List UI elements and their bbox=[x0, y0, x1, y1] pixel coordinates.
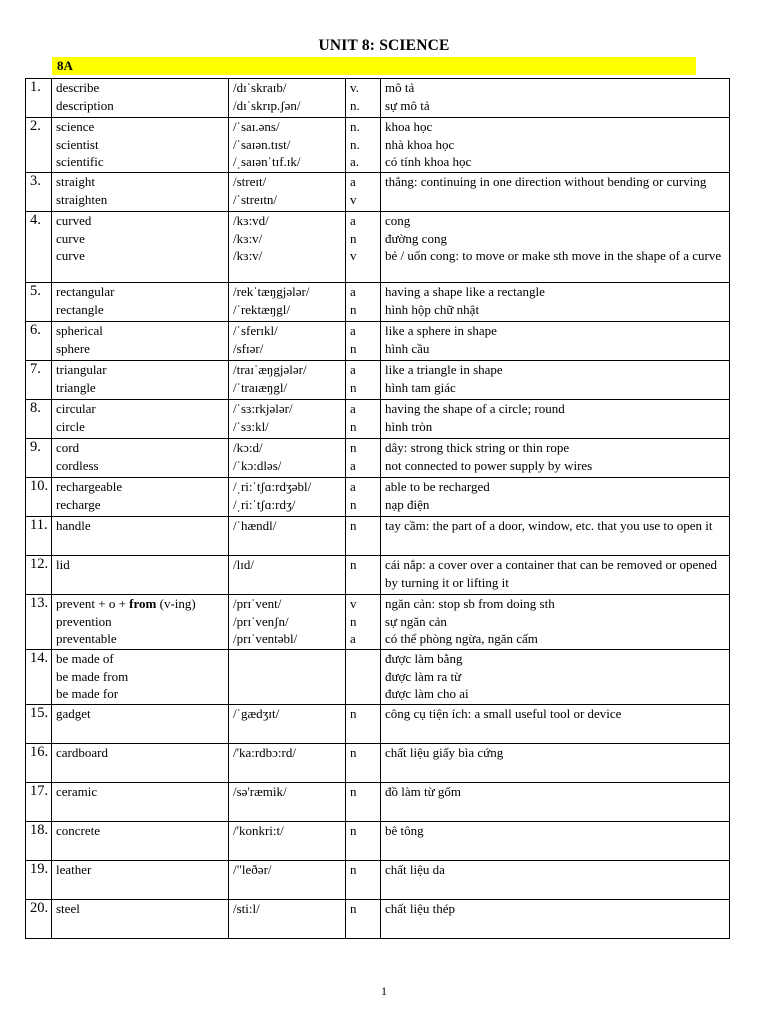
ipa: /sfɪər/ bbox=[233, 340, 264, 356]
ipa-cell bbox=[229, 556, 346, 595]
row-number-text: 17. bbox=[30, 783, 49, 799]
meaning: sự mô tả bbox=[385, 97, 430, 113]
part-of-speech: a bbox=[350, 457, 356, 473]
ipa-cell bbox=[229, 822, 346, 861]
pos-cell bbox=[346, 900, 381, 939]
word: be made from bbox=[56, 668, 129, 684]
word: cordless bbox=[56, 457, 99, 473]
word-cell bbox=[52, 650, 229, 705]
meaning: like a sphere in shape bbox=[385, 323, 497, 338]
row-number-text: 10. bbox=[30, 478, 49, 494]
table-row bbox=[26, 744, 730, 783]
word: straighten bbox=[56, 191, 108, 207]
ipa: /ˈkɔ:dləs/ bbox=[233, 457, 282, 473]
word: steel bbox=[56, 901, 80, 916]
meaning: chất liệu giấy bìa cứng bbox=[385, 745, 504, 760]
meaning: tay cầm: the part of a door, window, etc. that you use to open it bbox=[385, 518, 713, 533]
word-cell bbox=[52, 118, 229, 173]
meaning-cell bbox=[381, 361, 730, 400]
ipa: /ˈgædʒɪt/ bbox=[233, 706, 280, 721]
table-row bbox=[26, 212, 730, 283]
word-cell bbox=[52, 705, 229, 744]
part-of-speech: n bbox=[350, 496, 357, 512]
meaning: chất liệu da bbox=[385, 862, 445, 877]
word: gadget bbox=[56, 706, 91, 721]
ipa: /kɔ:d/ bbox=[233, 440, 263, 455]
meaning: đường cong bbox=[385, 230, 447, 246]
meaning-cell bbox=[381, 900, 730, 939]
ipa-cell bbox=[229, 478, 346, 517]
vocabulary-table bbox=[25, 78, 730, 939]
row-number-text: 1. bbox=[30, 79, 41, 95]
ipa: /kɜ:v/ bbox=[233, 230, 263, 246]
row-number bbox=[26, 650, 52, 705]
ipa: /ˌri:ˈtʃɑ:rdʒəbl/ bbox=[233, 479, 312, 494]
word: describe bbox=[56, 80, 100, 95]
word: leather bbox=[56, 862, 92, 877]
meaning: có tính khoa học bbox=[385, 154, 472, 169]
part-of-speech: a bbox=[350, 323, 356, 338]
row-number-text: 9. bbox=[30, 439, 41, 455]
word-cell bbox=[52, 556, 229, 595]
word: straight bbox=[56, 174, 95, 189]
word: triangular bbox=[56, 362, 107, 377]
meaning-cell bbox=[381, 173, 730, 212]
row-number bbox=[26, 79, 52, 118]
pos-cell bbox=[346, 705, 381, 744]
word: rectangular bbox=[56, 284, 115, 299]
ipa: /ˈrektæŋgl/ bbox=[233, 301, 290, 317]
meaning: bẻ / uốn cong: to move or make sth move in the shape of a curve bbox=[385, 248, 722, 263]
meaning-cell bbox=[381, 783, 730, 822]
word-cell bbox=[52, 783, 229, 822]
row-number-text: 15. bbox=[30, 705, 49, 721]
meaning: được làm ra từ bbox=[385, 668, 462, 684]
word-cell bbox=[52, 478, 229, 517]
part-of-speech: n bbox=[350, 745, 357, 760]
part-of-speech: v bbox=[350, 191, 357, 207]
part-of-speech: n bbox=[350, 901, 357, 916]
word-cell bbox=[52, 595, 229, 650]
ipa-cell bbox=[229, 595, 346, 650]
part-of-speech: n bbox=[350, 301, 357, 317]
table-row bbox=[26, 705, 730, 744]
ipa: /'konkri:t/ bbox=[233, 823, 284, 838]
row-number bbox=[26, 283, 52, 322]
ipa-cell bbox=[229, 900, 346, 939]
word: cord bbox=[56, 440, 80, 455]
ipa: /streɪt/ bbox=[233, 174, 267, 189]
ipa-cell bbox=[229, 212, 346, 283]
ipa: /ˈsɜ:kl/ bbox=[233, 418, 269, 434]
word-cell bbox=[52, 439, 229, 478]
word: circle bbox=[56, 418, 85, 434]
ipa-cell bbox=[229, 744, 346, 783]
meaning: cái nắp: a cover over a container that can be removed or opened by turning it or lifting it bbox=[385, 557, 718, 590]
meaning: hình cầu bbox=[385, 340, 430, 356]
word-part: prevent + o + bbox=[56, 596, 130, 611]
table-row bbox=[26, 861, 730, 900]
part-of-speech: a bbox=[350, 174, 356, 189]
table-row bbox=[26, 650, 730, 705]
ipa: /kɜ:v/ bbox=[233, 248, 263, 263]
pos-cell bbox=[346, 556, 381, 595]
ipa: /kɜ:vd/ bbox=[233, 213, 269, 228]
vocabulary-table-body bbox=[26, 79, 730, 939]
pos-cell bbox=[346, 322, 381, 361]
ipa: /ˈsferɪkl/ bbox=[233, 323, 278, 338]
word: be made for bbox=[56, 686, 119, 701]
ipa: /sə'ræmik/ bbox=[233, 784, 287, 799]
word: circular bbox=[56, 401, 96, 416]
word-cell bbox=[52, 400, 229, 439]
meaning-cell bbox=[381, 822, 730, 861]
meaning: able to be recharged bbox=[385, 479, 490, 494]
ipa: /rekˈtæŋgjələr/ bbox=[233, 284, 310, 299]
part-of-speech: n bbox=[350, 379, 357, 395]
table-row bbox=[26, 79, 730, 118]
meaning: cong bbox=[385, 213, 411, 228]
word-part: (v-ing) bbox=[156, 596, 196, 611]
row-number-text: 3. bbox=[30, 173, 41, 189]
ipa-cell bbox=[229, 118, 346, 173]
part-of-speech: n bbox=[350, 862, 357, 877]
row-number bbox=[26, 822, 52, 861]
table-row bbox=[26, 283, 730, 322]
row-number bbox=[26, 705, 52, 744]
meaning-cell bbox=[381, 478, 730, 517]
row-number-text: 4. bbox=[30, 212, 41, 228]
pos-cell bbox=[346, 283, 381, 322]
meaning-cell bbox=[381, 322, 730, 361]
part-of-speech: n bbox=[350, 518, 357, 533]
row-number bbox=[26, 212, 52, 283]
row-number-text: 7. bbox=[30, 361, 41, 377]
word: handle bbox=[56, 518, 91, 533]
part-of-speech: a bbox=[350, 631, 356, 646]
ipa-cell bbox=[229, 400, 346, 439]
part-of-speech: n. bbox=[350, 97, 360, 113]
meaning: bê tông bbox=[385, 823, 424, 838]
ipa: /traɪˈæŋgjələr/ bbox=[233, 362, 307, 377]
row-number-text: 11. bbox=[30, 517, 48, 533]
table-row bbox=[26, 783, 730, 822]
ipa-cell bbox=[229, 283, 346, 322]
row-number bbox=[26, 322, 52, 361]
meaning-cell bbox=[381, 595, 730, 650]
table-row bbox=[26, 173, 730, 212]
ipa: /ˈsɜ:rkjələr/ bbox=[233, 401, 293, 416]
meaning: not connected to power supply by wires bbox=[385, 457, 593, 473]
row-number bbox=[26, 439, 52, 478]
ipa: /prɪˈvent/ bbox=[233, 596, 282, 611]
meaning: like a triangle in shape bbox=[385, 362, 503, 377]
row-number-text: 2. bbox=[30, 118, 41, 134]
part-of-speech: a. bbox=[350, 154, 360, 169]
row-number bbox=[26, 118, 52, 173]
part-of-speech: n bbox=[350, 706, 357, 721]
word: rectangle bbox=[56, 301, 104, 317]
part-of-speech: n bbox=[350, 823, 357, 838]
row-number bbox=[26, 900, 52, 939]
row-number-text: 12. bbox=[30, 556, 49, 572]
pos-cell bbox=[346, 517, 381, 556]
pos-cell bbox=[346, 478, 381, 517]
meaning: đồ làm từ gốm bbox=[385, 784, 462, 799]
word-cell bbox=[52, 361, 229, 400]
row-number bbox=[26, 173, 52, 212]
word-cell bbox=[52, 900, 229, 939]
pos-cell bbox=[346, 595, 381, 650]
row-number-text: 20. bbox=[30, 900, 49, 916]
meaning: khoa học bbox=[385, 119, 433, 134]
row-number bbox=[26, 783, 52, 822]
row-number-text: 16. bbox=[30, 744, 49, 760]
meaning: having a shape like a rectangle bbox=[385, 284, 545, 299]
row-number-text: 14. bbox=[30, 650, 49, 666]
part-of-speech: n bbox=[350, 440, 357, 455]
part-of-speech: n bbox=[350, 784, 357, 799]
word: sphere bbox=[56, 340, 90, 356]
ipa: /ˌsaɪənˈtɪf.ɪk/ bbox=[233, 154, 301, 169]
row-number-text: 19. bbox=[30, 861, 49, 877]
part-of-speech: n bbox=[350, 418, 357, 434]
ipa: /"leðər/ bbox=[233, 862, 272, 877]
meaning: được làm bằng bbox=[385, 651, 463, 666]
row-number-text: 18. bbox=[30, 822, 49, 838]
page-title: UNIT 8: SCIENCE bbox=[318, 37, 450, 54]
table-row bbox=[26, 361, 730, 400]
meaning-cell bbox=[381, 400, 730, 439]
pos-cell bbox=[346, 173, 381, 212]
word-cell bbox=[52, 173, 229, 212]
pos-cell bbox=[346, 118, 381, 173]
word: be made of bbox=[56, 651, 114, 666]
word: spherical bbox=[56, 323, 103, 338]
ipa-cell bbox=[229, 173, 346, 212]
table-row bbox=[26, 595, 730, 650]
row-number bbox=[26, 595, 52, 650]
pos-cell bbox=[346, 822, 381, 861]
pos-cell bbox=[346, 650, 381, 705]
meaning-cell bbox=[381, 861, 730, 900]
table-row bbox=[26, 900, 730, 939]
meaning: dây: strong thick string or thin rope bbox=[385, 440, 570, 455]
ipa-cell bbox=[229, 517, 346, 556]
ipa-cell bbox=[229, 322, 346, 361]
row-number bbox=[26, 517, 52, 556]
pos-cell bbox=[346, 361, 381, 400]
word: triangle bbox=[56, 379, 96, 395]
ipa: /prɪˈvenʃn/ bbox=[233, 613, 289, 629]
word-cell bbox=[52, 322, 229, 361]
word: lid bbox=[56, 557, 70, 572]
meaning: công cụ tiện ích: a small useful tool or device bbox=[385, 706, 622, 721]
ipa: /ˈtraɪæŋgl/ bbox=[233, 379, 288, 395]
word-cell bbox=[52, 283, 229, 322]
pos-cell bbox=[346, 79, 381, 118]
ipa: /ˌri:ˈtʃɑ:rdʒ/ bbox=[233, 496, 296, 512]
section-label: 8A bbox=[57, 58, 73, 73]
part-of-speech: a bbox=[350, 362, 356, 377]
row-number bbox=[26, 478, 52, 517]
ipa: /ˈsaɪ.əns/ bbox=[233, 119, 280, 134]
word: scientific bbox=[56, 154, 104, 169]
word: curve bbox=[56, 248, 85, 263]
page-number: 1 bbox=[381, 984, 387, 998]
row-number bbox=[26, 361, 52, 400]
word-cell bbox=[52, 79, 229, 118]
meaning-cell bbox=[381, 517, 730, 556]
ipa: /dɪˈskrɪp.ʃən/ bbox=[233, 97, 301, 113]
word-cell bbox=[52, 517, 229, 556]
meaning: mô tả bbox=[385, 80, 415, 95]
ipa-cell bbox=[229, 861, 346, 900]
ipa-cell bbox=[229, 650, 346, 705]
word: description bbox=[56, 97, 114, 113]
ipa: /sti:l/ bbox=[233, 901, 260, 916]
word: concrete bbox=[56, 823, 101, 838]
table-row bbox=[26, 517, 730, 556]
ipa-cell bbox=[229, 79, 346, 118]
word: curved bbox=[56, 213, 92, 228]
ipa: /dɪˈskraɪb/ bbox=[233, 80, 287, 95]
part-of-speech: n bbox=[350, 230, 357, 246]
meaning: hình hộp chữ nhật bbox=[385, 301, 480, 317]
meaning-cell bbox=[381, 556, 730, 595]
meaning-cell bbox=[381, 650, 730, 705]
table-row bbox=[26, 822, 730, 861]
meaning: ngăn cản: stop sb from doing sth bbox=[385, 596, 555, 611]
ipa: /ˈstreɪtn/ bbox=[233, 191, 278, 207]
table-row bbox=[26, 400, 730, 439]
ipa: /lɪd/ bbox=[233, 557, 254, 572]
pos-cell bbox=[346, 212, 381, 283]
part-of-speech: a bbox=[350, 479, 356, 494]
ipa: /ˈhændl/ bbox=[233, 518, 277, 533]
meaning: nạp điện bbox=[385, 496, 430, 512]
row-number bbox=[26, 400, 52, 439]
word-part: from bbox=[129, 596, 157, 611]
table-row bbox=[26, 478, 730, 517]
part-of-speech: a bbox=[350, 213, 356, 228]
part-of-speech: n. bbox=[350, 136, 360, 152]
meaning-cell bbox=[381, 79, 730, 118]
pos-cell bbox=[346, 439, 381, 478]
word: curve bbox=[56, 230, 85, 246]
row-number-text: 13. bbox=[30, 595, 49, 611]
meaning: hình tam giác bbox=[385, 379, 456, 395]
pos-cell bbox=[346, 400, 381, 439]
row-number-text: 5. bbox=[30, 283, 41, 299]
table-row bbox=[26, 439, 730, 478]
pos-cell bbox=[346, 861, 381, 900]
pos-cell bbox=[346, 744, 381, 783]
ipa-cell bbox=[229, 439, 346, 478]
ipa: /prɪˈventəbl/ bbox=[233, 631, 298, 646]
ipa: /ˈsaɪən.tɪst/ bbox=[233, 136, 291, 152]
table-row bbox=[26, 118, 730, 173]
section-header bbox=[52, 57, 696, 75]
meaning: having the shape of a circle; round bbox=[385, 401, 565, 416]
meaning: hình tròn bbox=[385, 418, 433, 434]
part-of-speech: n bbox=[350, 557, 357, 572]
meaning: thẳng: continuing in one direction without bending or curving bbox=[385, 174, 707, 189]
part-of-speech: n. bbox=[350, 119, 360, 134]
meaning-cell bbox=[381, 283, 730, 322]
word bbox=[56, 595, 224, 613]
part-of-speech: v. bbox=[350, 80, 359, 95]
word: recharge bbox=[56, 496, 101, 512]
part-of-speech: a bbox=[350, 401, 356, 416]
part-of-speech: v bbox=[350, 596, 357, 611]
part-of-speech: v bbox=[350, 248, 357, 263]
meaning: có thể phòng ngừa, ngăn cấm bbox=[385, 631, 538, 646]
word: preventable bbox=[56, 631, 117, 646]
row-number bbox=[26, 744, 52, 783]
row-number-text: 6. bbox=[30, 322, 41, 338]
meaning-cell bbox=[381, 212, 730, 283]
word: cardboard bbox=[56, 745, 108, 760]
word-cell bbox=[52, 822, 229, 861]
meaning-cell bbox=[381, 439, 730, 478]
meaning-cell bbox=[381, 705, 730, 744]
word-cell bbox=[52, 861, 229, 900]
row-number bbox=[26, 556, 52, 595]
ipa: /'ka:rdbɔ:rd/ bbox=[233, 745, 296, 760]
part-of-speech: n bbox=[350, 613, 357, 629]
word: science bbox=[56, 119, 95, 134]
part-of-speech: n bbox=[350, 340, 357, 356]
word: rechargeable bbox=[56, 479, 123, 494]
meaning: chất liệu thép bbox=[385, 901, 456, 916]
part-of-speech: a bbox=[350, 284, 356, 299]
meaning: được làm cho ai bbox=[385, 686, 469, 701]
word: scientist bbox=[56, 136, 99, 152]
ipa-cell bbox=[229, 783, 346, 822]
table-row bbox=[26, 556, 730, 595]
pos-cell bbox=[346, 783, 381, 822]
row-number bbox=[26, 861, 52, 900]
meaning-cell bbox=[381, 118, 730, 173]
word-cell bbox=[52, 212, 229, 283]
ipa-cell bbox=[229, 705, 346, 744]
word: ceramic bbox=[56, 784, 98, 799]
meaning: nhà khoa học bbox=[385, 136, 455, 152]
word: prevention bbox=[56, 613, 112, 629]
word-cell bbox=[52, 744, 229, 783]
meaning-cell bbox=[381, 744, 730, 783]
ipa-cell bbox=[229, 361, 346, 400]
meaning: sự ngăn cản bbox=[385, 613, 447, 629]
table-row bbox=[26, 322, 730, 361]
row-number-text: 8. bbox=[30, 400, 41, 416]
